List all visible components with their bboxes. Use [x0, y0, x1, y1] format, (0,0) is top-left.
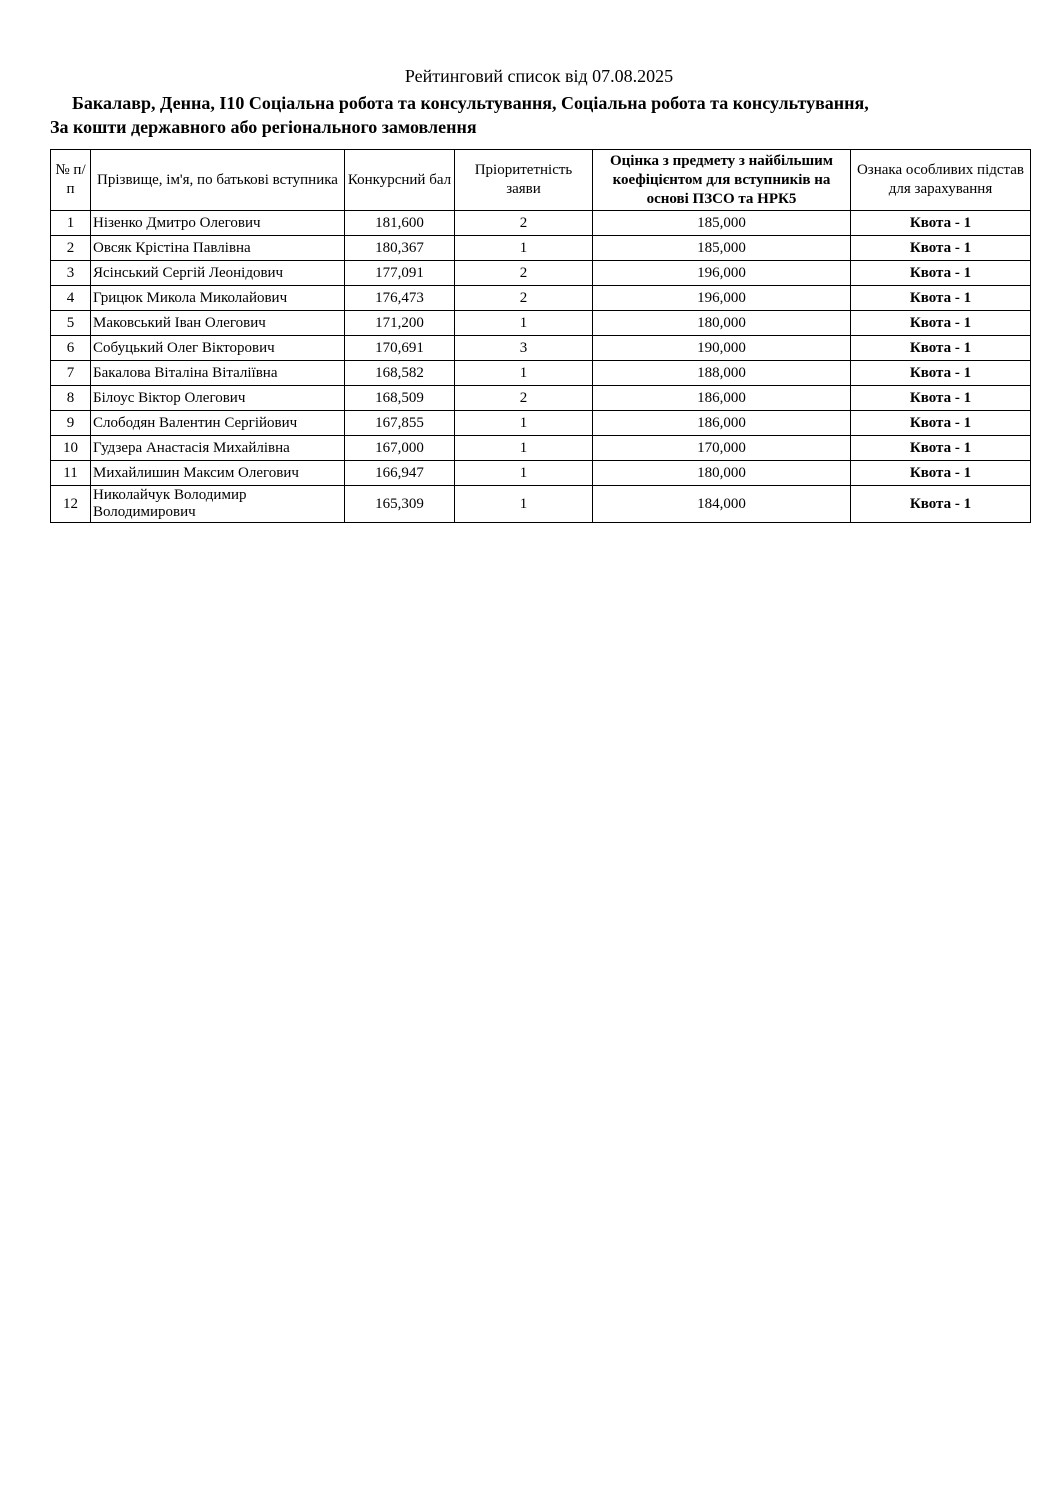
cell-score: 165,309 — [345, 486, 455, 523]
cell-name: Білоус Віктор Олегович — [91, 386, 345, 411]
cell-name: Собуцький Олег Вікторович — [91, 336, 345, 361]
cell-priority: 2 — [455, 286, 593, 311]
cell-score: 176,473 — [345, 286, 455, 311]
cell-num: 2 — [51, 236, 91, 261]
cell-name: Михайлишин Максим Олегович — [91, 461, 345, 486]
table-row — [51, 336, 1031, 361]
cell-grade: 196,000 — [593, 261, 851, 286]
cell-mark: Квота - 1 — [851, 386, 1031, 411]
header-grade: Оцінка з предмету з найбільшим коефіцієнтом для вступників на основі ПЗСО та НРК5 — [593, 150, 851, 211]
cell-mark: Квота - 1 — [851, 411, 1031, 436]
cell-grade: 190,000 — [593, 336, 851, 361]
cell-score: 167,000 — [345, 436, 455, 461]
subtitle-program: Бакалавр, Денна, І10 Соціальна робота та консультування, Соціальна робота та консультування, — [72, 93, 869, 113]
cell-mark: Квота - 1 — [851, 311, 1031, 336]
cell-num: 12 — [51, 486, 91, 523]
cell-priority: 2 — [455, 211, 593, 236]
cell-name: Грицюк Микола Миколайович — [91, 286, 345, 311]
cell-priority: 1 — [455, 311, 593, 336]
cell-num: 7 — [51, 361, 91, 386]
rating-table — [50, 149, 1031, 523]
cell-num: 1 — [51, 211, 91, 236]
page-title: Рейтинговий список від 07.08.2025 — [404, 66, 674, 86]
cell-name: Маковський Іван Олегович — [91, 311, 345, 336]
cell-num: 6 — [51, 336, 91, 361]
table-row — [51, 361, 1031, 386]
cell-priority: 1 — [455, 486, 593, 523]
cell-mark: Квота - 1 — [851, 461, 1031, 486]
cell-mark: Квота - 1 — [851, 236, 1031, 261]
list-subtitle — [50, 91, 1030, 139]
table-row — [51, 386, 1031, 411]
cell-grade: 180,000 — [593, 311, 851, 336]
table-row — [51, 486, 1031, 523]
cell-num: 10 — [51, 436, 91, 461]
header-priority: Пріоритетність заяви — [455, 150, 593, 211]
cell-grade: 170,000 — [593, 436, 851, 461]
cell-priority: 3 — [455, 336, 593, 361]
cell-score: 168,509 — [345, 386, 455, 411]
table-row — [51, 211, 1031, 236]
cell-name: Овсяк Крістіна Павлівна — [91, 236, 345, 261]
cell-name: Ясінський Сергій Леонідович — [91, 261, 345, 286]
cell-name: Нізенко Дмитро Олегович — [91, 211, 345, 236]
header-name: Прізвище, ім'я, по батькові вступника — [91, 150, 345, 211]
cell-score: 166,947 — [345, 461, 455, 486]
cell-grade: 185,000 — [593, 236, 851, 261]
cell-num: 4 — [51, 286, 91, 311]
cell-num: 11 — [51, 461, 91, 486]
cell-num: 5 — [51, 311, 91, 336]
subtitle-funding: За кошти державного або регіонального замовлення — [50, 117, 477, 137]
cell-score: 177,091 — [345, 261, 455, 286]
cell-mark: Квота - 1 — [851, 336, 1031, 361]
cell-mark: Квота - 1 — [851, 286, 1031, 311]
cell-priority: 1 — [455, 411, 593, 436]
cell-mark: Квота - 1 — [851, 436, 1031, 461]
cell-priority: 1 — [455, 461, 593, 486]
cell-grade: 185,000 — [593, 211, 851, 236]
cell-num: 3 — [51, 261, 91, 286]
cell-priority: 1 — [455, 236, 593, 261]
cell-grade: 188,000 — [593, 361, 851, 386]
cell-score: 170,691 — [345, 336, 455, 361]
table-row — [51, 461, 1031, 486]
cell-name: Бакалова Віталіна Віталіївна — [91, 361, 345, 386]
table-row — [51, 436, 1031, 461]
cell-priority: 1 — [455, 361, 593, 386]
cell-name: Гудзера Анастасія Михайлівна — [91, 436, 345, 461]
cell-priority: 1 — [455, 436, 593, 461]
header-num: № п/п — [51, 150, 91, 211]
cell-grade: 186,000 — [593, 411, 851, 436]
table-row — [51, 411, 1031, 436]
cell-grade: 196,000 — [593, 286, 851, 311]
header-mark: Ознака особливих підстав для зарахування — [851, 150, 1031, 211]
cell-name: Николайчук Володимир Володимирович — [91, 486, 345, 523]
cell-priority: 2 — [455, 261, 593, 286]
cell-score: 171,200 — [345, 311, 455, 336]
cell-num: 9 — [51, 411, 91, 436]
table-header-row — [51, 150, 1031, 211]
header-score: Конкурсний бал — [345, 150, 455, 211]
cell-score: 167,855 — [345, 411, 455, 436]
cell-score: 180,367 — [345, 236, 455, 261]
cell-mark: Квота - 1 — [851, 261, 1031, 286]
table-row — [51, 261, 1031, 286]
table-row — [51, 236, 1031, 261]
table-row — [51, 311, 1031, 336]
cell-grade: 184,000 — [593, 486, 851, 523]
cell-mark: Квота - 1 — [851, 361, 1031, 386]
cell-mark: Квота - 1 — [851, 211, 1031, 236]
cell-priority: 2 — [455, 386, 593, 411]
cell-score: 168,582 — [345, 361, 455, 386]
cell-score: 181,600 — [345, 211, 455, 236]
table-body — [51, 211, 1031, 523]
cell-num: 8 — [51, 386, 91, 411]
cell-grade: 186,000 — [593, 386, 851, 411]
cell-mark: Квота - 1 — [851, 486, 1031, 523]
cell-name: Слободян Валентин Сергійович — [91, 411, 345, 436]
cell-grade: 180,000 — [593, 461, 851, 486]
table-row — [51, 286, 1031, 311]
